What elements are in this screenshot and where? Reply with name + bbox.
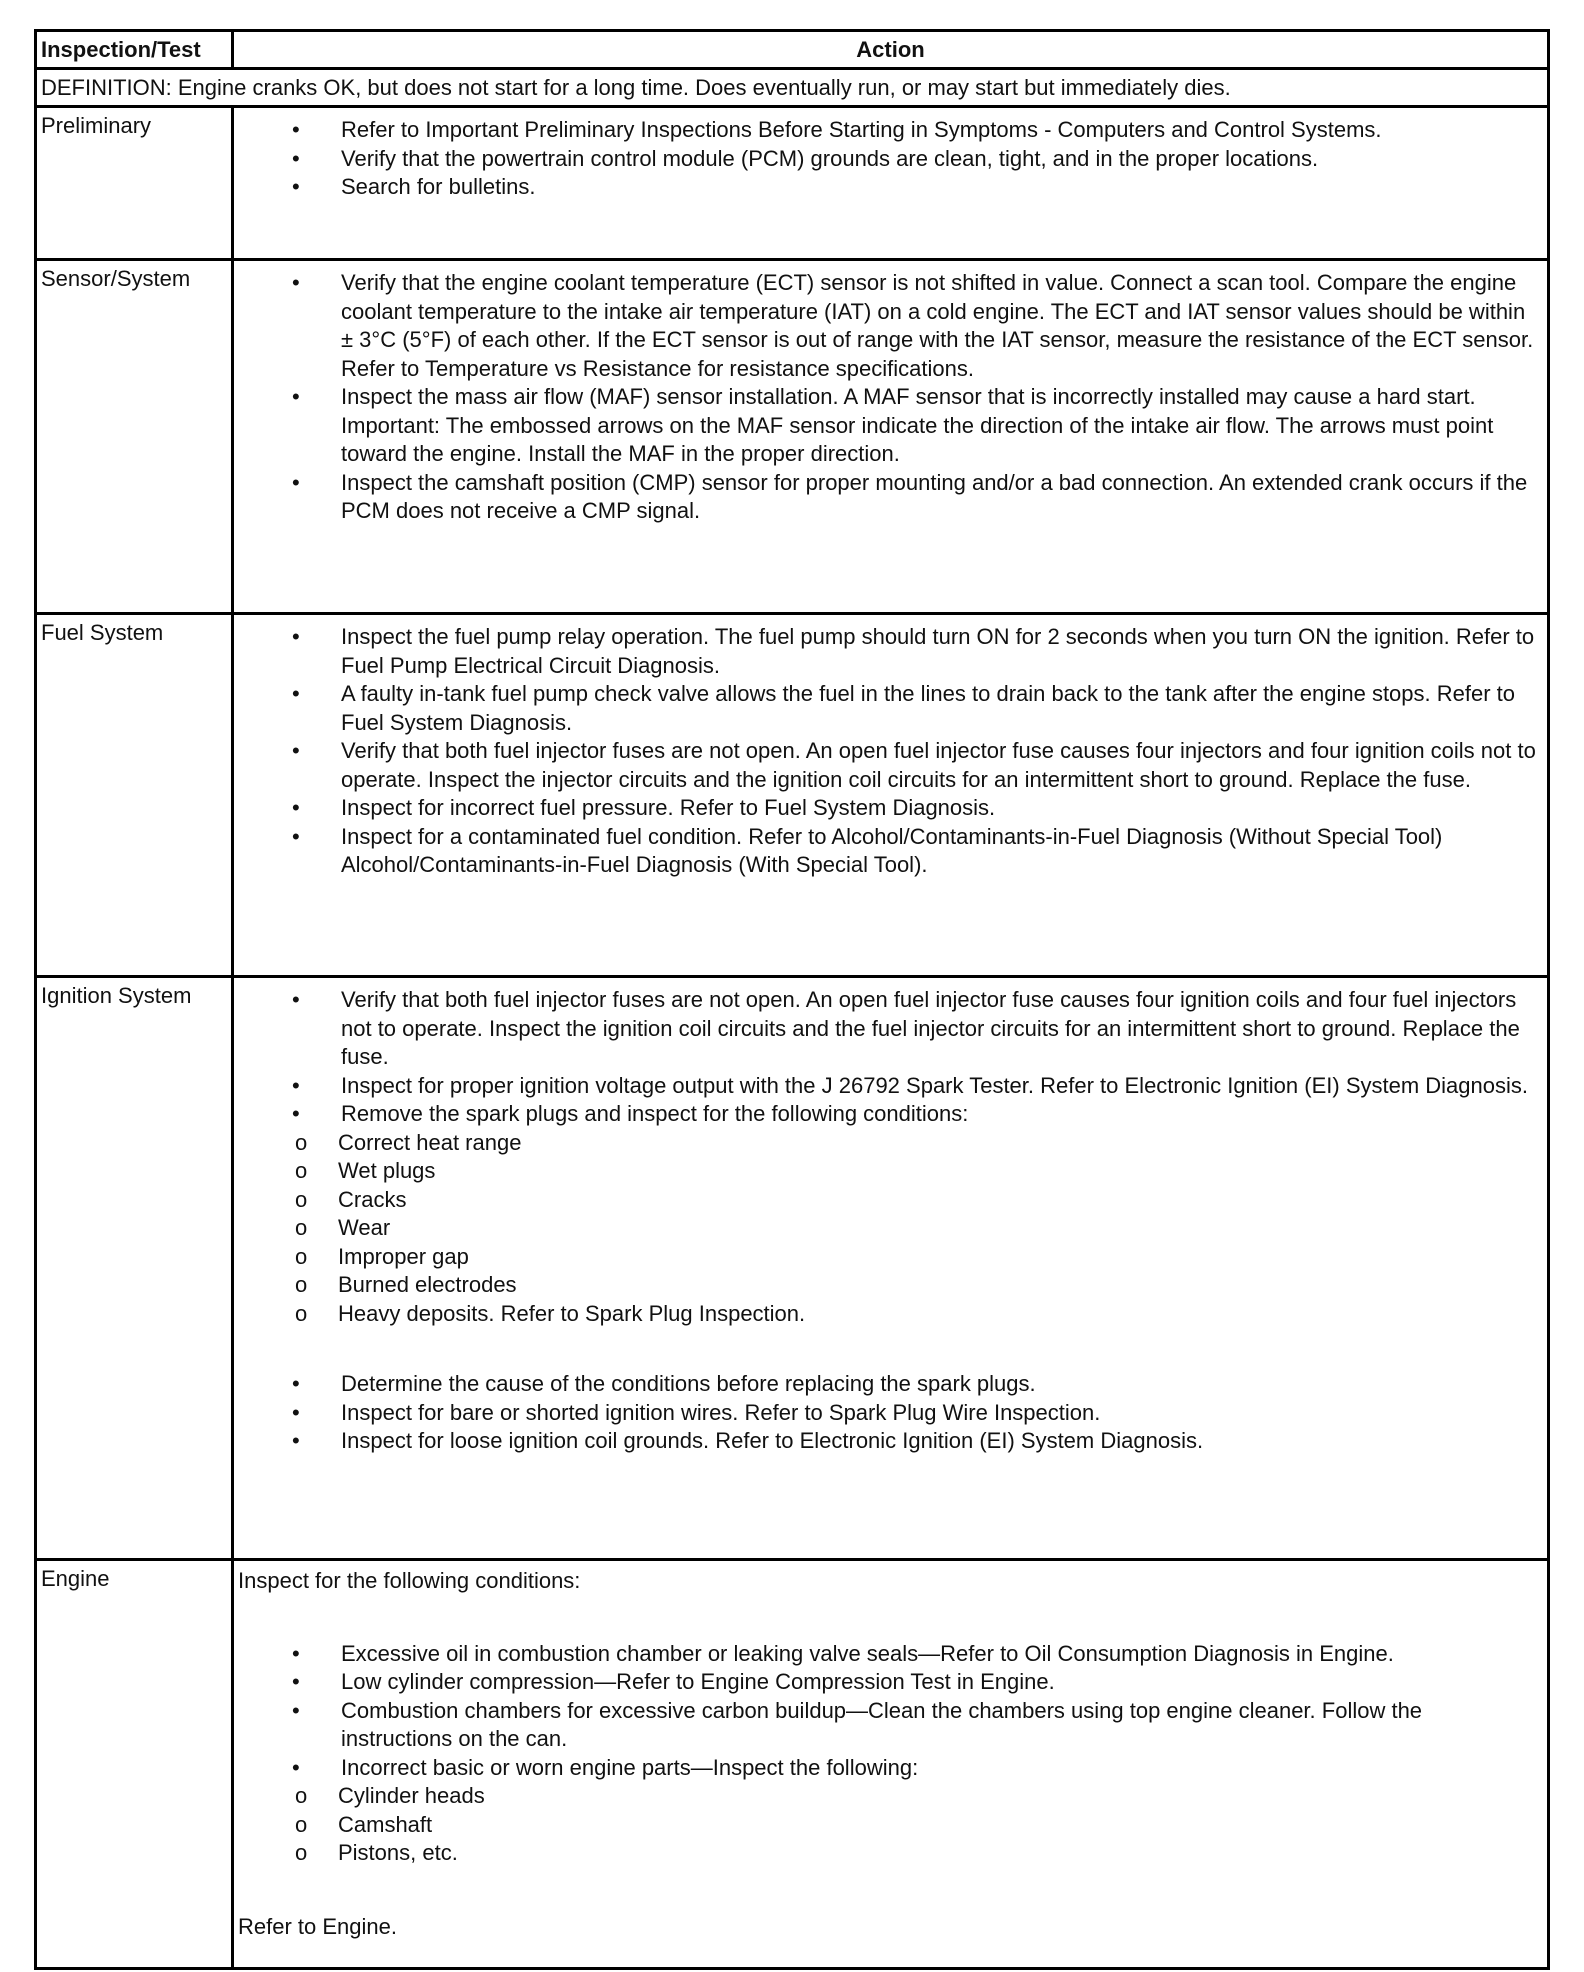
engine-parts-list <box>238 1782 1541 1868</box>
list-item: • Inspect for bare or shorted ignition wires. Refer to Spark Plug Wire Inspection. <box>238 1399 1541 1428</box>
row-sensor-system <box>36 260 1549 614</box>
engine-intro: Inspect for the following conditions: <box>238 1568 581 1593</box>
row-ignition-system <box>36 977 1549 1560</box>
spark-plug-conditions <box>238 1129 1541 1329</box>
sub-list-item: o Heavy deposits. Refer to Spark Plug Inspection. <box>238 1300 1541 1329</box>
list-item: • Inspect for incorrect fuel pressure. Refer to Fuel System Diagnosis. <box>238 794 1541 823</box>
sub-list-item: o Cracks <box>238 1186 1541 1215</box>
action-cell <box>233 977 1549 1560</box>
header-action: Action <box>233 31 1549 69</box>
row-label: Engine <box>36 1560 233 1969</box>
list-item: • Inspect for proper ignition voltage output with the J 26792 Spark Tester. Refer to Electronic Ignition (EI) System Diagnosis. <box>238 1072 1541 1101</box>
list-item: • Refer to Important Preliminary Inspections Before Starting in Symptoms - Computers and Control Systems. <box>238 116 1541 145</box>
list-item: • Combustion chambers for excessive carbon buildup—Clean the chambers using top engine cleaner. Follow the instructions on the can. <box>238 1697 1541 1754</box>
list-item: • Inspect the mass air flow (MAF) sensor installation. A MAF sensor that is incorrectly installed may cause a hard start. Important: The embossed arrows on the MAF sensor indicate the direction of the intake air flow. The arrows must point toward the engine. Install the MAF in the proper direction. <box>238 383 1541 469</box>
definition-row <box>36 69 1549 107</box>
engine-outro: Refer to Engine. <box>238 1913 397 1939</box>
list-item: • Verify that both fuel injector fuses are not open. An open fuel injector fuse causes four ignition coils and four fuel injectors not to operate. Inspect the ignition coil circuits and the fuel injector circuits for an intermittent short to ground. Replace the fuse. <box>238 986 1541 1072</box>
list-item <box>238 1100 1541 1129</box>
sub-list-item: o Camshaft <box>238 1811 1541 1840</box>
row-label: Ignition System <box>36 977 233 1560</box>
list-item: • Inspect the camshaft position (CMP) sensor for proper mounting and/or a bad connection. An extended crank occurs if the PCM does not receive a CMP signal. <box>238 469 1541 526</box>
list-item: • Inspect for a contaminated fuel condition. Refer to Alcohol/Contaminants-in-Fuel Diagnosis (Without Special Tool) Alcohol/Contaminants-in-Fuel Diagnosis (With Special Tool). <box>238 823 1541 880</box>
diagnostic-table <box>34 29 1550 1970</box>
list-item: • Inspect for loose ignition coil grounds. Refer to Electronic Ignition (EI) System Diagnosis. <box>238 1427 1541 1456</box>
row-label: Preliminary <box>36 107 233 260</box>
list-item: • Verify that the engine coolant temperature (ECT) sensor is not shifted in value. Connect a scan tool. Compare the engine coolant temperature to the intake air temperature (IAT) on a cold engine. The ECT and IAT sensor values should be within ± 3°C (5°F) of each other. If the ECT sensor is out of range with the IAT sensor, measure the resistance of the ECT sensor. Refer to Temperature vs Resistance for resistance specifications. <box>238 269 1541 383</box>
sub-list-item: o Cylinder heads <box>238 1782 1541 1811</box>
list-item: • Incorrect basic or worn engine parts—Inspect the following: <box>238 1754 1541 1783</box>
header-inspection-test: Inspection/Test <box>36 31 233 69</box>
list-item-text: Remove the spark plugs and inspect for the following conditions: <box>341 1101 969 1126</box>
header-row <box>36 31 1549 69</box>
list-item: • Determine the cause of the conditions before replacing the spark plugs. <box>238 1370 1541 1399</box>
row-label: Sensor/System <box>36 260 233 614</box>
sub-list-item: o Burned electrodes <box>238 1271 1541 1300</box>
list-item: • Inspect the fuel pump relay operation. The fuel pump should turn ON for 2 seconds when you turn ON the ignition. Refer to Fuel Pump Electrical Circuit Diagnosis. <box>238 623 1541 680</box>
row-preliminary <box>36 107 1549 260</box>
sub-list-item: o Correct heat range <box>238 1129 1541 1158</box>
sub-list-item: o Improper gap <box>238 1243 1541 1272</box>
list-item: • Low cylinder compression—Refer to Engine Compression Test in Engine. <box>238 1668 1541 1697</box>
list-item: • Search for bulletins. <box>238 173 1541 202</box>
action-cell <box>233 260 1549 614</box>
row-engine <box>36 1560 1549 1969</box>
list-item: • Excessive oil in combustion chamber or leaking valve seals—Refer to Oil Consumption Diagnosis in Engine. <box>238 1640 1541 1669</box>
sub-list-item: o Wet plugs <box>238 1157 1541 1186</box>
list-item: • A faulty in-tank fuel pump check valve allows the fuel in the lines to drain back to the tank after the engine stops. Refer to Fuel System Diagnosis. <box>238 680 1541 737</box>
action-cell <box>233 614 1549 977</box>
sub-list-item: o Wear <box>238 1214 1541 1243</box>
sub-list-item: o Pistons, etc. <box>238 1839 1541 1868</box>
row-label: Fuel System <box>36 614 233 977</box>
list-item: • Verify that the powertrain control module (PCM) grounds are clean, tight, and in the proper locations. <box>238 145 1541 174</box>
definition-text: DEFINITION: Engine cranks OK, but does not start for a long time. Does eventually run, or may start but immediately dies. <box>36 69 1549 107</box>
list-item: • Verify that both fuel injector fuses are not open. An open fuel injector fuse causes four injectors and four ignition coils not to operate. Inspect the injector circuits and the ignition coil circuits for an intermittent short to ground. Replace the fuse. <box>238 737 1541 794</box>
action-cell <box>233 107 1549 260</box>
row-fuel-system <box>36 614 1549 977</box>
action-cell <box>233 1560 1549 1969</box>
